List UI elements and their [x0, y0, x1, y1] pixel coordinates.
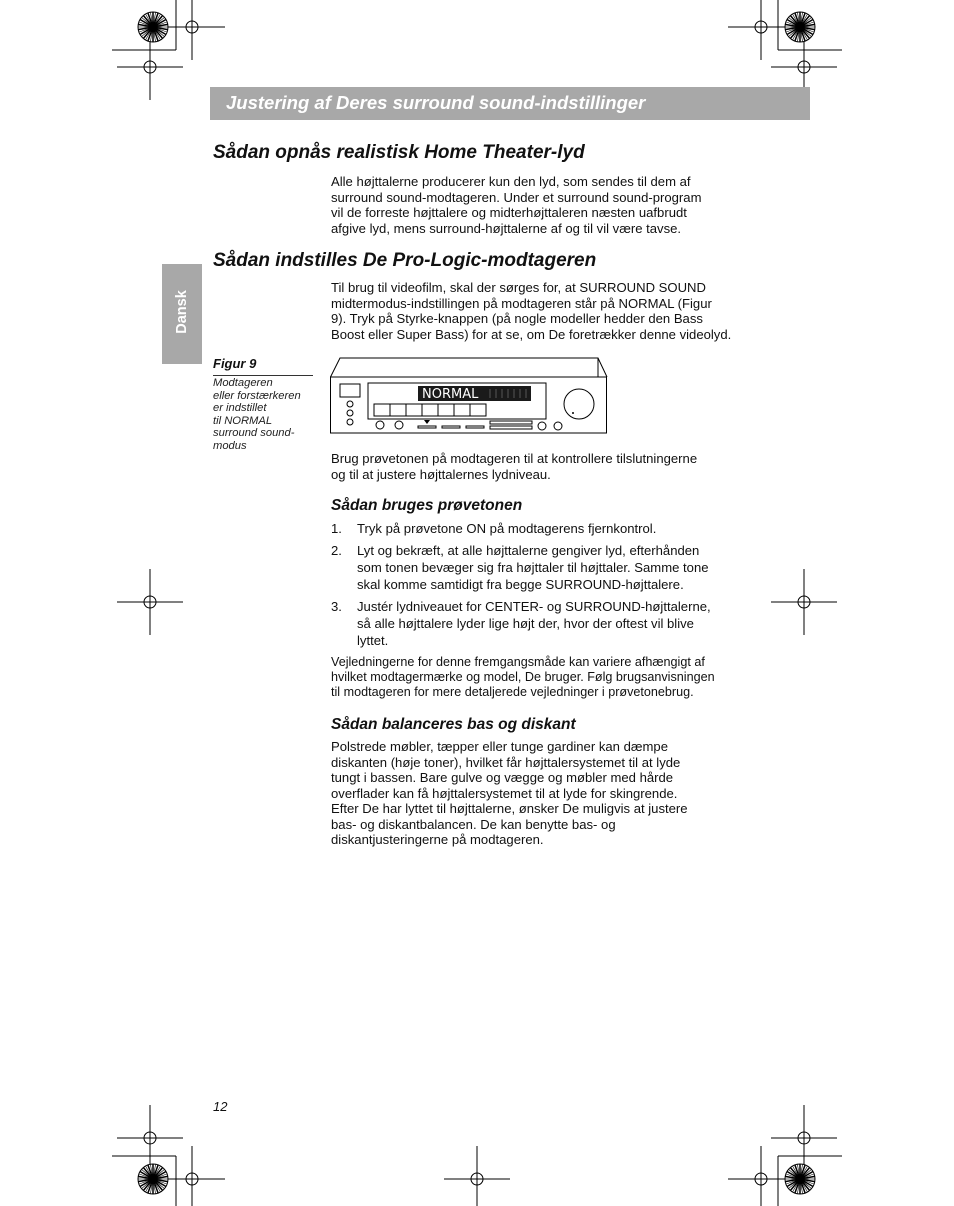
registration-cross-icon [728, 0, 794, 60]
list-item-number: 1. [331, 521, 342, 536]
text-line: så alle højttalere lyder lige højt der, hvor der oftest vil blive [357, 616, 694, 631]
receiver-illustration [330, 357, 610, 437]
text-line: diskanten (høje toner), hvilket får højttalersystemet til at lyde [331, 754, 681, 770]
sunburst-mark-icon [785, 1164, 815, 1194]
language-tab-label: Dansk [174, 290, 190, 334]
text-line: Boost eller Super Bass) for at se, om De foretrækker denne videolyd. [331, 326, 732, 342]
section1-heading: Sådan opnås realistisk Home Theater-lyd [213, 142, 585, 163]
caption-line: eller forstærkeren [213, 389, 301, 402]
text-line: skal komme samtidigt fra begge SURROUND-højttalere. [357, 577, 684, 592]
registration-cross-icon [159, 1146, 225, 1206]
section-banner [210, 87, 810, 120]
sunburst-mark-icon [138, 1164, 168, 1194]
text-line: til modtageren for mere detaljerede vejledninger i prøvetonebrug. [331, 685, 694, 699]
text-line: afgive lyd, mens surround-højttalerne af og til vil være tavse. [331, 220, 682, 236]
list-item [331, 598, 751, 650]
registration-cross-icon [771, 1105, 837, 1171]
after-figure-paragraph [331, 451, 697, 482]
section1-paragraph [331, 174, 701, 236]
registration-cross-icon [117, 569, 183, 635]
caption-line: er indstillet [213, 402, 267, 414]
registration-cross-icon [159, 0, 225, 60]
list-item-number: 3. [331, 599, 342, 614]
section2-heading: Sådan indstilles De Pro-Logic-modtageren [213, 250, 597, 271]
caption-line: surround sound- [213, 427, 295, 439]
text-line: Polstrede møbler, tæpper eller tunge gardiner kan dæmpe [331, 739, 668, 754]
page-number: 12 [213, 1099, 228, 1114]
text-line: som tonen bevæger sig fra højttaler til højttaler. Samme tone [357, 560, 709, 575]
caption-line: Modtageren [213, 377, 273, 389]
text-line: surround sound-modtageren. Under et surround sound-program [331, 189, 702, 205]
text-line: 9). Tryk på Styrke-knappen (på nogle modeller hedder den Bass [331, 311, 703, 326]
test-tone-note [331, 655, 715, 700]
text-line: Justér lydniveauet for CENTER- og SURROUND-højttalerne, [357, 599, 711, 614]
list-item [331, 520, 751, 538]
language-tab [162, 264, 202, 364]
text-line: Til brug til videofilm, skal der sørges for, at SURROUND SOUND [331, 280, 706, 295]
text-line: Lyt og bekræft, at alle højttalerne gengiver lyd, efterhånden [357, 543, 700, 558]
text-line: hvilket modtagermærke og model, De bruger. Følg brugsanvisningen [331, 670, 715, 684]
list-item-number: 2. [331, 543, 342, 558]
text-line: Alle højttalerne producerer kun den lyd, som sendes til dem af [331, 174, 691, 189]
registration-cross-icon [117, 1105, 183, 1171]
list-item [331, 542, 751, 594]
sunburst-mark-icon [138, 12, 168, 42]
sunburst-mark-icon [785, 12, 815, 42]
caption-line: modus [213, 439, 247, 452]
registration-cross-icon [117, 34, 183, 100]
text-line: og til at justere højttalernes lydniveau. [331, 466, 551, 482]
text-line: midtermodus-indstillingen på modtageren står på NORMAL (Figur [331, 295, 712, 311]
test-tone-heading: Sådan bruges prøvetonen [331, 497, 523, 514]
text-line: Brug prøvetonen på modtageren til at kontrollere tilslutningerne [331, 451, 698, 466]
registration-cross-icon [771, 569, 837, 635]
registration-cross-icon [444, 1146, 510, 1206]
registration-cross-icon [728, 1146, 794, 1206]
text-line: Efter De har lyttet til højttalerne, ønsker De muligvis at justere [331, 801, 688, 816]
balance-paragraph [331, 739, 688, 848]
receiver-display-text: NORMAL [422, 387, 479, 402]
banner-title: Justering af Deres surround sound-indstillinger [226, 92, 646, 113]
text-line: Tryk på prøvetone ON på modtagerens fjernkontrol. [357, 521, 657, 536]
section2-paragraph [331, 280, 731, 342]
text-line: Vejledningerne for denne fremgangsmåde kan variere afhængigt af [331, 655, 705, 669]
figure-label: Figur 9 [213, 356, 257, 371]
balance-heading: Sådan balanceres bas og diskant [331, 716, 576, 733]
text-line: vil de forreste højttalere og midterhøjttaleren næsten uafbrudt [331, 205, 687, 220]
text-line: diskantjusteringerne på modtageren. [331, 832, 544, 847]
caption-line: til NORMAL [213, 414, 273, 427]
text-line: bas- og diskantbalancen. De kan benytte bas- og [331, 816, 616, 832]
text-line: lyttet. [357, 633, 389, 648]
figure-rule [213, 375, 313, 376]
figure-caption [213, 377, 301, 452]
text-line: tungt i bassen. Bare gulve og vægge og møbler med hårde [331, 770, 674, 785]
text-line: overflader kan få højttalersystemet til at lyde for skingrende. [331, 785, 678, 801]
